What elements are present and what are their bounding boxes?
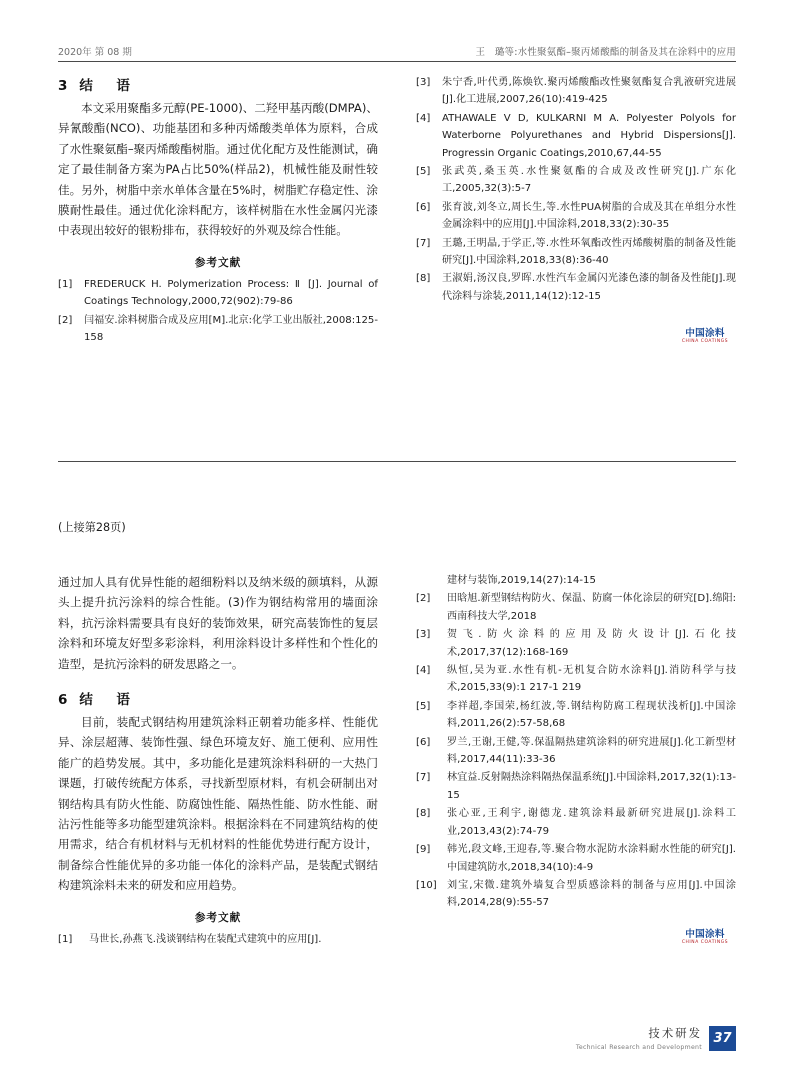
reference-text: 张武英,桑玉英.水性聚氨酯的合成及改性研究[J].广东化工,2005,32(3):5-7 xyxy=(442,166,736,195)
reference-text: 王淑娟,汤汉良,罗晖.水性汽车金属闪光漆色漆的制备及性能[J].现代涂料与涂装,2011,14(12):12-15 xyxy=(442,273,736,302)
reference-text: 纵恒,吴为亚.水性有机-无机复合防水涂料[J].消防科学与技术,2015,33(9):1 217-1 219 xyxy=(447,665,736,694)
reference-label: [8] xyxy=(416,808,431,820)
running-head-right: 王 璐等:水性聚氨酯–聚丙烯酸酯的制备及其在涂料中的应用 xyxy=(475,47,736,58)
reference-label: [5] xyxy=(416,700,431,712)
article-one-paragraph: 本文采用聚酯多元醇(PE-1000)、二羟甲基丙酸(DMPA)、异氰酸酯(NCO)、功能基团和多种丙烯酸类单体为原料，合成了水性聚氨酯–聚丙烯酸酯树脂。通过优化配方及性能测试，确定了最佳制备方案为PA占比50%(样品2)，机械性能及耐性较佳。另外，树脂中亲水单体含量在5%时，树脂贮存稳定性、涂膜耐性最佳。通过优化涂料配方，该样树脂在水性金属闪光漆中表现出较好的银粉排布，获得较好的外观及综合性能。 xyxy=(58,101,378,238)
reference-label: [4] xyxy=(416,112,431,124)
page-number: 37 xyxy=(709,1026,736,1051)
running-head xyxy=(58,44,736,62)
article-two-columns xyxy=(58,572,736,949)
article-divider-rule xyxy=(58,461,736,462)
article-two-references-left xyxy=(58,931,378,948)
article-one-columns xyxy=(58,74,736,347)
list-item xyxy=(58,312,378,347)
list-item xyxy=(416,805,736,840)
footer-section-cn: 技术研发 xyxy=(648,1025,702,1040)
reference-text: 林宜益.反射隔热涂料隔热保温系统[J].中国涂料,2017,32(1):13-15 xyxy=(447,772,736,801)
list-item xyxy=(416,270,736,305)
reference-text: 罗兰,王谢,王健,等.保温隔热建筑涂料的研究进展[J].化工新型材料,2017,44(11):33-36 xyxy=(447,736,736,766)
reference-label: [7] xyxy=(416,772,431,784)
reference-label: [1] xyxy=(58,933,73,945)
reference-text: 闫福安.涂料树脂合成及应用[M].北京:化学工业出版社,2008:125-158 xyxy=(84,314,378,344)
publisher-logo xyxy=(674,930,736,946)
reference-label: [3] xyxy=(416,629,431,641)
article-one-section-heading xyxy=(58,74,378,94)
running-head-left: 2020年 第 08 期 xyxy=(58,47,132,58)
publisher-logo-en: CHINA COATINGS xyxy=(681,939,729,945)
reference-label: [8] xyxy=(416,273,431,285)
footer-section-en: Technical Research and Development xyxy=(575,1043,702,1051)
reference-text: 李祥超,李国荣,杨红波,等.钢结构防腐工程现状浅析[J].中国涂料,2011,26(2):57-58,68 xyxy=(447,700,736,730)
publisher-logo-en: CHINA COATINGS xyxy=(681,339,729,345)
reference-text: 田晗旭.新型钢结构防火、保温、防腐一体化涂层的研究[D].绵阳:西南科技大学,2018 xyxy=(447,593,736,622)
article-two-left-column xyxy=(58,572,378,949)
list-item xyxy=(416,662,736,697)
reference-label: [5] xyxy=(416,166,431,178)
reference-text: 张育波,刘冬立,周长生,等.水性PUA树脂的合成及其在单组分水性金属涂料中的应用[J].中国涂料,2018,33(2):30-35 xyxy=(442,201,736,231)
reference-label: [6] xyxy=(416,201,431,213)
section-number: 6 xyxy=(58,692,68,709)
publisher-logo-cn: 中国涂料 xyxy=(685,328,725,340)
list-item xyxy=(416,199,736,234)
reference-text: 马世长,孙燕飞.浅谈钢结构在装配式建筑中的应用[J]. xyxy=(89,933,322,945)
article-one-references-left xyxy=(58,276,378,347)
list-item xyxy=(416,769,736,804)
article-two-section-heading xyxy=(58,688,378,708)
list-item xyxy=(58,931,378,948)
reference-text: 建材与装饰,2019,14(27):14-15 xyxy=(447,575,596,586)
footer-section-label xyxy=(576,1027,702,1051)
article-two-paragraph-top: 通过加人具有优异性能的超细粉料以及纳米级的颜填料，从源头上提升抗污涂料的综合性能。(3)作为钢结构常用的墙面涂料，抗污涂料需要具有良好的装饰效果，研究高装饰性的复层涂料和环境友好型多彩涂料，利用涂料设计多样性和个性化的造型，是抗污涂料的研发思路之一。 xyxy=(58,575,378,671)
article-one-left-column xyxy=(58,74,378,347)
reference-text: ATHAWALE V D, KULKARNI M A. Polyester Polyols for Waterborne Polyurethanes and Hybrid Dispersions[J]. Progressin Organic Coatings,2010,67,44-55 xyxy=(442,112,736,159)
reference-label: [2] xyxy=(416,593,431,605)
reference-label: [3] xyxy=(416,77,431,88)
list-item xyxy=(416,626,736,661)
reference-text: 朱宁香,叶代勇,陈焕钦.聚丙烯酸酯改性聚氨酯复合乳液研究进展[J].化工进展,2007,26(10):419-425 xyxy=(442,77,736,106)
article-one-references-title: 参考文献 xyxy=(194,256,242,269)
publisher-logo-cn: 中国涂料 xyxy=(685,928,725,940)
list-item xyxy=(416,877,736,912)
article-two-references-right xyxy=(416,572,736,912)
reference-text: FREDERUCK H. Polymerization Process: Ⅱ [J]. Journal of Coatings Technology,2000,72(902):79-86 xyxy=(84,278,378,308)
page-footer xyxy=(576,1026,736,1051)
reference-label: [2] xyxy=(58,314,73,326)
continued-from-note: (上接第28页) xyxy=(58,521,126,534)
publisher-logo xyxy=(674,329,736,345)
reference-text: 韩光,段文峰,王迎春,等.聚合物水泥防水涂料耐水性能的研究[J].中国建筑防水,2018,34(10):4-9 xyxy=(447,844,736,873)
reference-label: [9] xyxy=(416,844,431,856)
reference-label: [1] xyxy=(58,278,73,290)
article-one-references-right xyxy=(416,74,736,305)
list-item xyxy=(416,590,736,625)
reference-label: [4] xyxy=(416,665,431,677)
reference-text: 刘宝,宋微.建筑外墙复合型质感涂料的制备与应用[J].中国涂料,2014,28(9):55-57 xyxy=(447,879,736,909)
list-item xyxy=(416,235,736,270)
reference-label: [7] xyxy=(416,237,431,249)
reference-label: [10] xyxy=(416,879,437,891)
article-two-right-column xyxy=(416,572,736,949)
list-item xyxy=(416,74,736,109)
running-head-rule xyxy=(58,61,736,62)
list-item xyxy=(416,698,736,733)
list-item xyxy=(416,734,736,769)
list-item xyxy=(416,110,736,162)
reference-label xyxy=(416,572,447,589)
reference-text: 张心亚,王利宇,谢德龙.建筑涂料最新研究进展[J].涂料工业,2013,43(2):74-79 xyxy=(447,808,736,837)
article-one-right-column xyxy=(416,74,736,347)
section-number: 3 xyxy=(58,78,68,94)
article-two-paragraph: 目前，装配式钢结构用建筑涂料正朝着功能多样、性能优异、涂层超薄、装饰性强、绿色环境友好、施工便利、应用性能广的趋势发展。其中，多功能化是建筑涂料科研的一大热门课题，打破传统配方体系，寻找新型原材料，有机会研制出对钢结构具有防火性能、防腐蚀性能、隔热性能、防水性能、耐沾污性能等多功能型建筑涂料。根据涂料在不同建筑结构的使用需求，结合有机材料与无机材料的性能优势进行配方设计，制备综合性能优异的多功能一体化的涂料产品，是装配式钢结构建筑涂料未来的研发和应用趋势。 xyxy=(58,715,378,893)
reference-text: 贺飞.防火涂料的应用及防火设计[J].石化技术,2017,37(12):168-169 xyxy=(447,629,736,658)
article-two-references-title: 参考文献 xyxy=(194,911,242,924)
reference-label: [6] xyxy=(416,736,431,748)
list-item xyxy=(416,841,736,876)
section-title: 结 语 xyxy=(79,78,135,94)
list-item xyxy=(416,572,736,589)
list-item xyxy=(416,163,736,198)
list-item xyxy=(58,276,378,311)
section-title: 结 语 xyxy=(79,692,135,709)
reference-text: 王璐,王明晶,于学正,等.水性环氧酯改性丙烯酸树脂的制备及性能研究[J].中国涂料,2018,33(8):36-40 xyxy=(442,237,736,267)
